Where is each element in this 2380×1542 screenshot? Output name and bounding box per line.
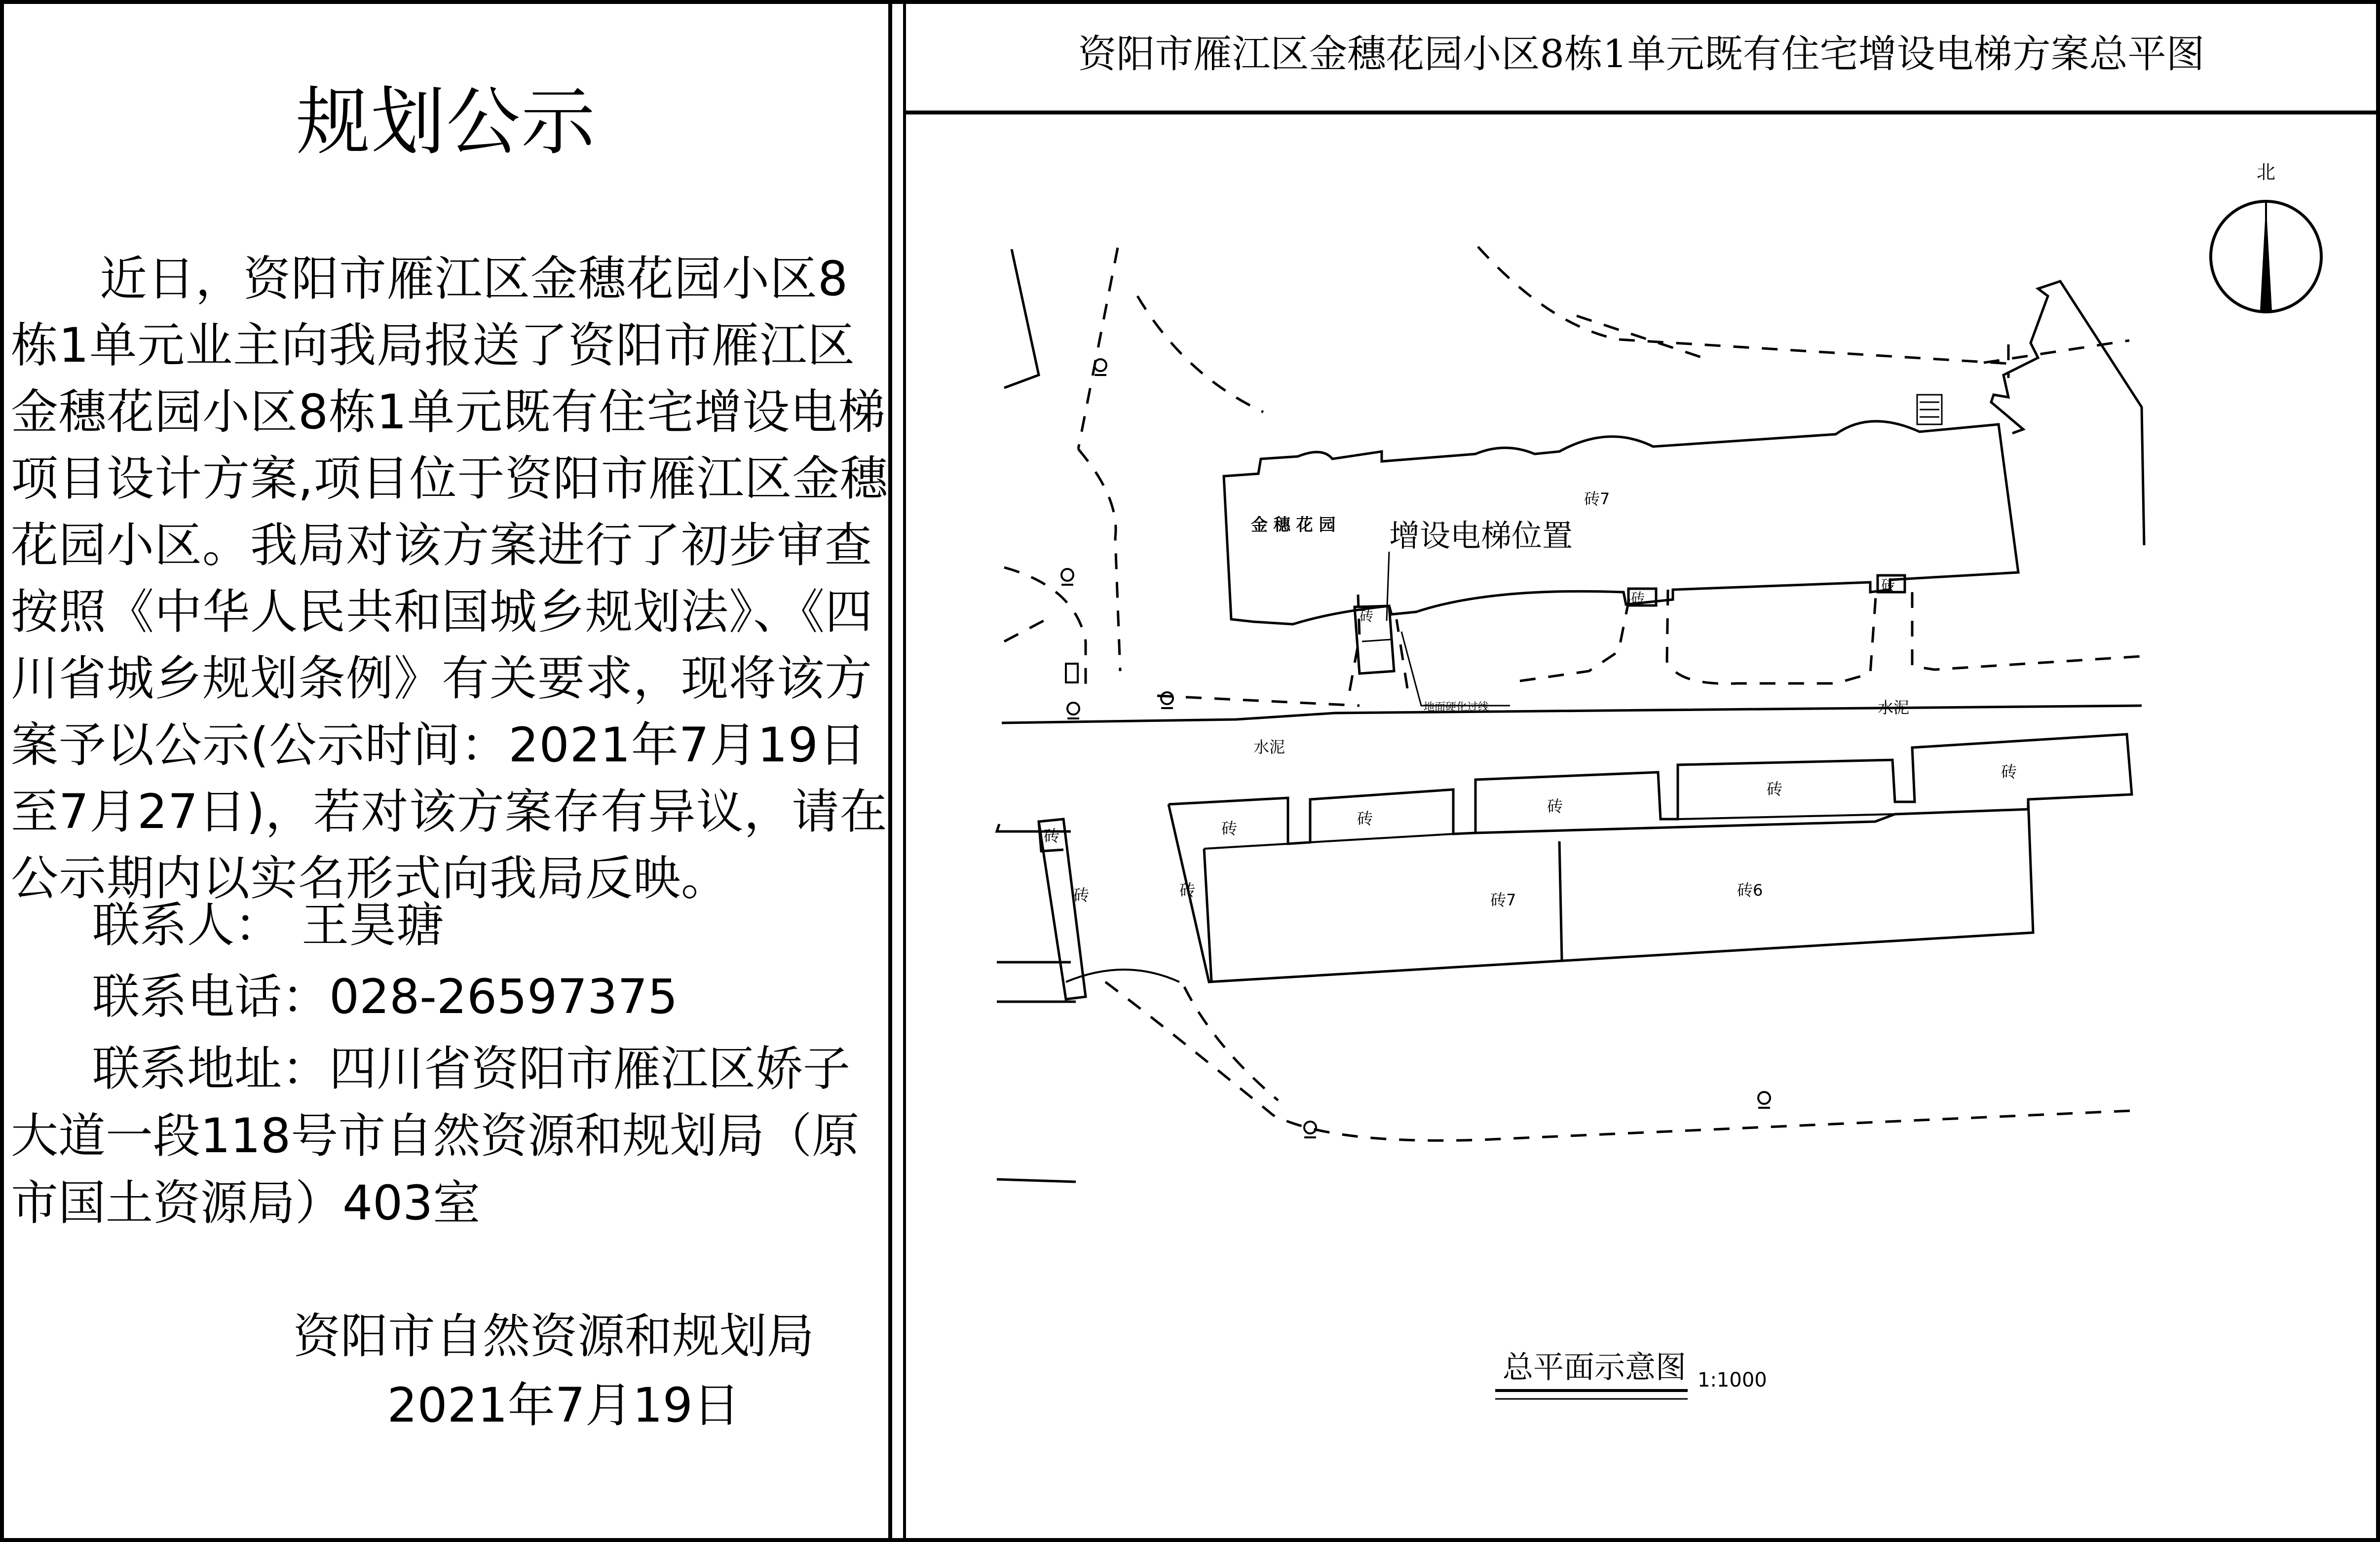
contact-address-value: 四川省资阳市雁江区娇子大道一段118号市自然资源和规划局（原市国土资源局）403室 [11,1041,860,1231]
cement-label-east: 水泥 [1878,698,1910,717]
notice-title: 规划公示 [296,79,596,165]
contact-address-label: 联系地址： [92,1041,329,1096]
brick-label-9: 砖 [1547,797,1563,816]
contact-person-value: 王昊瑭 [302,898,444,953]
road-edge-left-1 [1004,249,1039,388]
brick6-south-label: 砖6 [1737,881,1763,900]
west-building [1039,819,1086,999]
brick7-top-label: 砖7 [1584,489,1610,508]
contact-person-label: 联系人： [92,898,282,953]
elevator-hatch [1362,639,1391,641]
contact-phone-label: 联系电话： [92,969,329,1024]
brick-label-6: 砖 [1179,881,1196,900]
brick7-south-label: 砖7 [1490,891,1516,909]
contact-phone-value: 028-26597375 [329,969,678,1024]
elevator-label: 增设电梯位置 [1389,518,1573,554]
community-label: 金 穗 花 园 [1251,515,1336,535]
road-edge-left-6 [997,824,1071,831]
brick-label-11: 砖 [2001,762,2017,781]
greenery-leader [1401,632,1510,706]
road-edge-left-5 [997,1179,1076,1182]
northeast-building [1991,281,2144,545]
north-arrow-icon [2211,201,2321,312]
brick-label-8: 砖 [1357,809,1373,828]
drawing-title: 资阳市雁江区金穗花园小区8栋1单元既有住宅增设电梯方案总平图 [1078,32,2205,76]
brick-label-2: 砖 [1631,590,1645,606]
brick-label-5: 砖 [1073,886,1090,904]
north-label: 北 [2256,161,2276,183]
main-building-outline [1224,421,2018,624]
brick-label-1: 砖 [1360,608,1374,624]
brick-label-4: 砖 [1044,827,1060,845]
south-main-block [1169,799,2033,982]
dashed-road-lines [1004,247,2142,1140]
plan-caption: 总平面示意图 [1503,1349,1687,1385]
brick-label-3: 砖 [1881,577,1895,593]
notice-body: 近日，资阳市雁江区金穗花园小区8栋1单元业主向我局报送了资阳市雁江区金穗花园小区8栋1单元既有住宅增设电梯项目设计方案,项目位于资阳市雁江区金穗花园小区。我局对该方案进行了初步审查按照《中华人民共和国城乡规划法》、《四川省城乡规划条例》有关要求，现将该方案予以公示(公示时间：2021年7月19日至7月27日)，若对该方案存有异议，请在公示期内以实名形式向我局反映。 [11,251,888,906]
brick-label-10: 砖 [1767,780,1783,798]
northeast-stair [1917,395,1942,424]
south-building-row [1169,734,2132,844]
cement-label-west: 水泥 [1253,738,1285,756]
brick-label-7: 砖 [1221,819,1238,838]
greenery-label: 地面硬化过线 [1424,701,1489,714]
issue-date: 2021年7月19日 [387,1378,740,1433]
issuer-name: 资阳市自然资源和规划局 [293,1309,814,1364]
plan-scale: 1:1000 [1698,1369,1767,1392]
tree-markers [1061,359,1770,1137]
